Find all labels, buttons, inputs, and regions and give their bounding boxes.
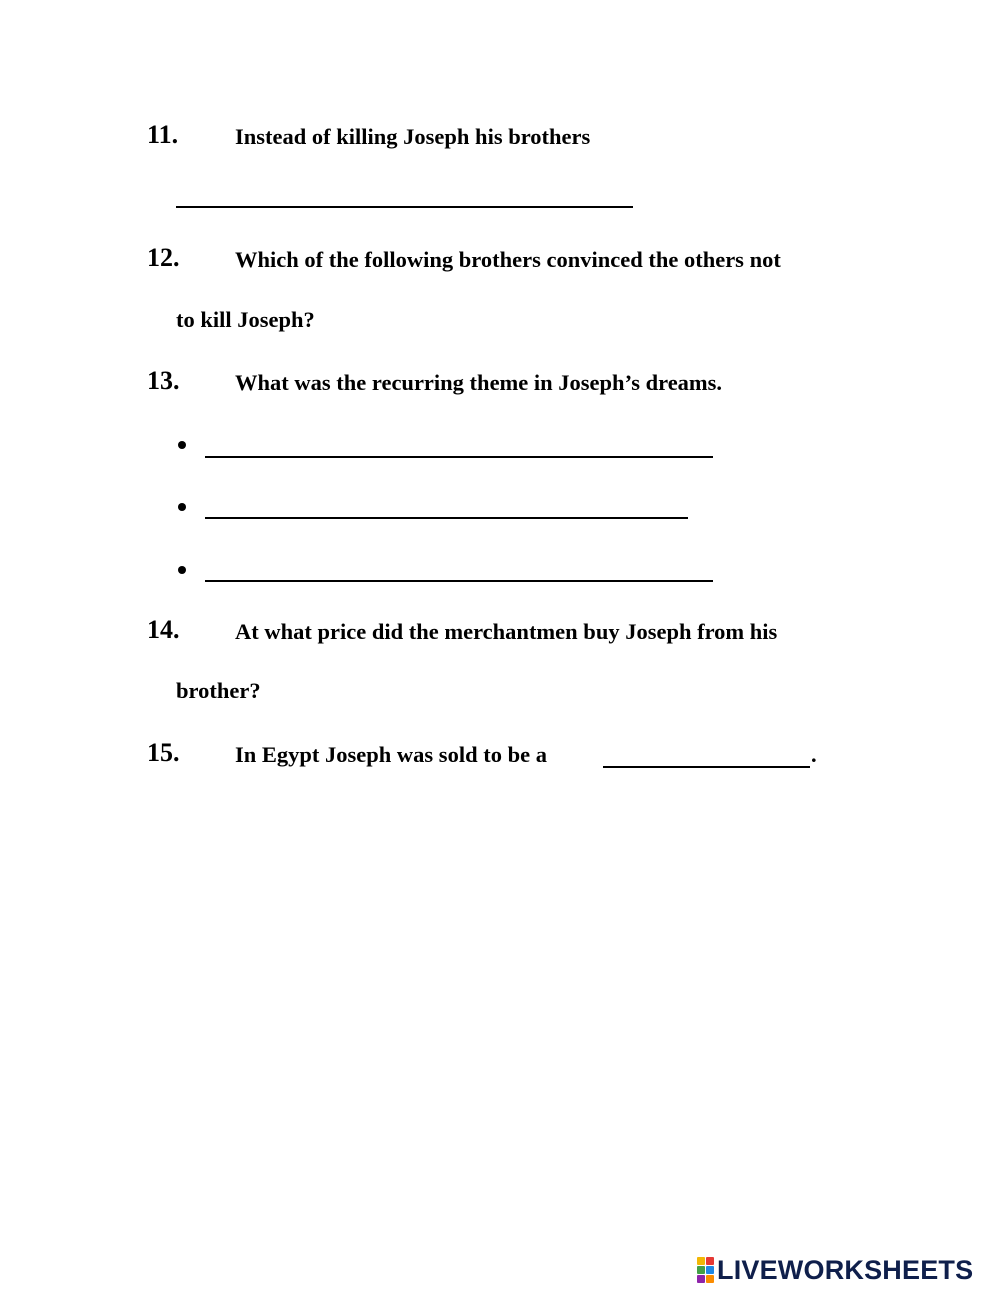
question-13-text: What was the recurring theme in Joseph’s dreams.: [235, 370, 723, 395]
question-15-number: 15.: [147, 738, 180, 767]
question-15-answer-blank[interactable]: [603, 766, 810, 768]
question-12-continuation: to kill Joseph?: [176, 307, 315, 332]
question-11-text: Instead of killing Joseph his brothers: [235, 124, 591, 149]
logo-square: [706, 1266, 714, 1274]
question-12-number: 12.: [147, 243, 180, 272]
logo-square: [697, 1275, 705, 1283]
bullet-icon: [178, 503, 186, 511]
logo-mark-icon: [697, 1257, 714, 1283]
logo-square: [706, 1275, 714, 1283]
question-14-continuation: brother?: [176, 678, 261, 703]
question-14-number: 14.: [147, 615, 180, 644]
question-13-answer-blank-1[interactable]: [205, 456, 713, 458]
bullet-icon: [178, 566, 186, 574]
question-15-text: In Egypt Joseph was sold to be a: [235, 742, 547, 767]
logo-square: [697, 1266, 705, 1274]
logo-square: [706, 1257, 714, 1265]
logo-text: LIVEWORKSHEETS: [717, 1254, 974, 1285]
question-13-answer-blank-2[interactable]: [205, 517, 688, 519]
question-13-number: 13.: [147, 366, 180, 395]
liveworksheets-logo: [697, 1255, 973, 1285]
question-13-answer-blank-3[interactable]: [205, 580, 713, 582]
question-15-period: .: [811, 742, 817, 767]
bullet-icon: [178, 441, 186, 449]
question-11-answer-blank[interactable]: [176, 206, 633, 208]
question-14-text: At what price did the merchantmen buy Joseph from his: [235, 619, 778, 644]
question-12-text: Which of the following brothers convinced the others not: [235, 247, 781, 272]
question-11-number: 11.: [147, 120, 179, 149]
logo-square: [697, 1257, 705, 1265]
